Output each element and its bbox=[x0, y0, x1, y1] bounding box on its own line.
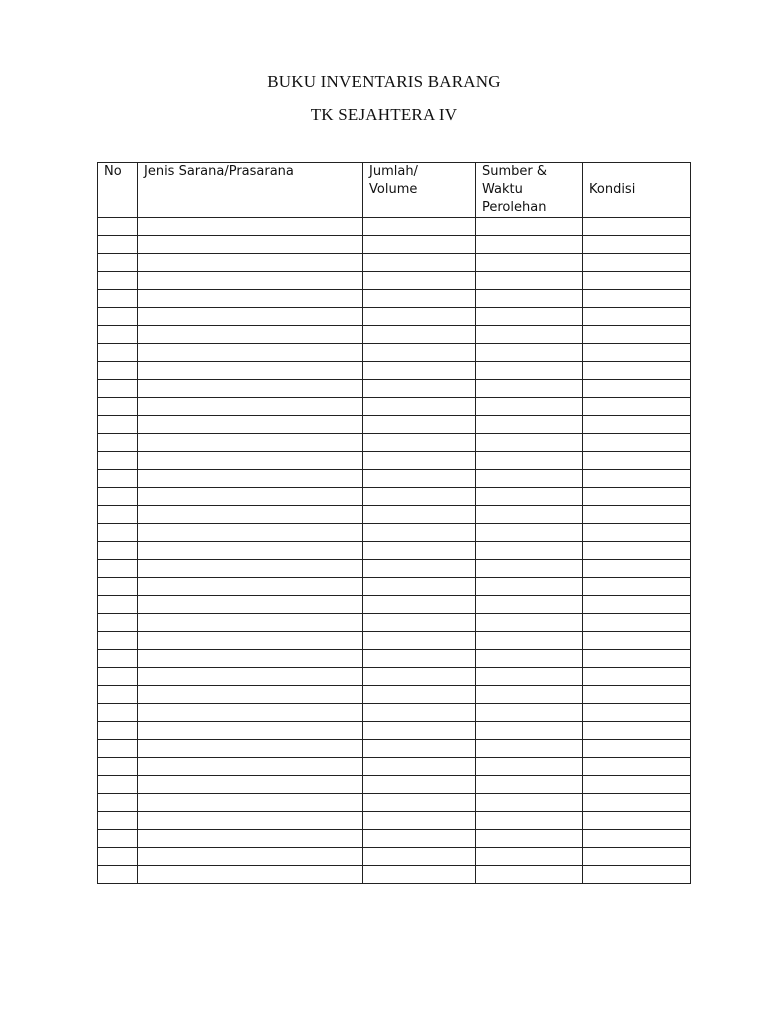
table-row bbox=[98, 758, 691, 776]
table-cell bbox=[98, 416, 138, 434]
table-cell bbox=[583, 524, 691, 542]
table-cell bbox=[583, 218, 691, 236]
table-cell bbox=[138, 632, 363, 650]
table-cell bbox=[476, 686, 583, 704]
table-cell bbox=[138, 434, 363, 452]
table-cell bbox=[476, 614, 583, 632]
table-cell bbox=[98, 686, 138, 704]
table-cell bbox=[98, 236, 138, 254]
table-cell bbox=[363, 830, 476, 848]
table-cell bbox=[98, 614, 138, 632]
table-cell bbox=[476, 560, 583, 578]
table-cell bbox=[583, 236, 691, 254]
table-cell bbox=[138, 776, 363, 794]
table-row bbox=[98, 362, 691, 380]
table-cell bbox=[98, 380, 138, 398]
table-cell bbox=[476, 434, 583, 452]
table-cell bbox=[138, 326, 363, 344]
table-cell bbox=[98, 740, 138, 758]
document-title: BUKU INVENTARIS BARANG bbox=[267, 72, 501, 91]
table-cell bbox=[138, 416, 363, 434]
table-cell bbox=[138, 866, 363, 884]
table-cell bbox=[583, 470, 691, 488]
table-row bbox=[98, 686, 691, 704]
table-cell bbox=[138, 272, 363, 290]
table-cell bbox=[138, 578, 363, 596]
table-cell bbox=[98, 560, 138, 578]
table-cell bbox=[138, 344, 363, 362]
table-cell bbox=[98, 758, 138, 776]
table-cell bbox=[363, 542, 476, 560]
table-cell bbox=[363, 524, 476, 542]
table-cell bbox=[476, 308, 583, 326]
header-kondisi bbox=[583, 163, 691, 218]
table-cell bbox=[98, 722, 138, 740]
table-row bbox=[98, 254, 691, 272]
table-cell bbox=[583, 722, 691, 740]
table-cell bbox=[476, 596, 583, 614]
table-row bbox=[98, 236, 691, 254]
table-cell bbox=[583, 632, 691, 650]
table-body bbox=[98, 218, 691, 884]
table-cell bbox=[363, 614, 476, 632]
table-cell bbox=[583, 344, 691, 362]
table-cell bbox=[363, 452, 476, 470]
table-cell bbox=[583, 596, 691, 614]
header-jenis bbox=[138, 163, 363, 218]
table-cell bbox=[363, 218, 476, 236]
table-cell bbox=[363, 290, 476, 308]
table-cell bbox=[363, 398, 476, 416]
table-cell bbox=[476, 380, 583, 398]
table-cell bbox=[138, 740, 363, 758]
table-row bbox=[98, 452, 691, 470]
table-cell bbox=[138, 542, 363, 560]
table-cell bbox=[476, 632, 583, 650]
table-cell bbox=[138, 218, 363, 236]
document-subtitle: TK SEJAHTERA IV bbox=[310, 105, 458, 124]
table-cell bbox=[98, 830, 138, 848]
table-cell bbox=[476, 758, 583, 776]
table-cell bbox=[583, 416, 691, 434]
header-sumber bbox=[476, 163, 583, 218]
table-cell bbox=[98, 794, 138, 812]
table-cell bbox=[363, 848, 476, 866]
table-cell bbox=[138, 362, 363, 380]
table-cell bbox=[583, 398, 691, 416]
table-cell bbox=[583, 362, 691, 380]
table-cell bbox=[138, 830, 363, 848]
table-cell bbox=[98, 218, 138, 236]
table-cell bbox=[583, 866, 691, 884]
table-cell bbox=[476, 794, 583, 812]
header-sumber-label: Sumber & Waktu Perolehan bbox=[482, 164, 548, 215]
table-cell bbox=[476, 254, 583, 272]
table-cell bbox=[476, 776, 583, 794]
table-row bbox=[98, 668, 691, 686]
table-cell bbox=[363, 578, 476, 596]
table-cell bbox=[476, 848, 583, 866]
table-row bbox=[98, 218, 691, 236]
table-row bbox=[98, 776, 691, 794]
table-cell bbox=[583, 452, 691, 470]
table-cell bbox=[138, 722, 363, 740]
table-cell bbox=[138, 452, 363, 470]
table-cell bbox=[98, 434, 138, 452]
table-cell bbox=[583, 650, 691, 668]
table-cell bbox=[98, 848, 138, 866]
table-cell bbox=[138, 398, 363, 416]
table-cell bbox=[583, 758, 691, 776]
table-row bbox=[98, 344, 691, 362]
table-cell bbox=[98, 398, 138, 416]
table-row bbox=[98, 308, 691, 326]
table-cell bbox=[476, 416, 583, 434]
table-cell bbox=[138, 380, 363, 398]
header-no bbox=[98, 163, 138, 218]
table-cell bbox=[476, 344, 583, 362]
table-cell bbox=[98, 866, 138, 884]
table-cell bbox=[363, 560, 476, 578]
table-cell bbox=[583, 794, 691, 812]
table-cell bbox=[138, 758, 363, 776]
table-cell bbox=[476, 290, 583, 308]
table-cell bbox=[98, 254, 138, 272]
table-cell bbox=[138, 308, 363, 326]
table-cell bbox=[476, 722, 583, 740]
table-cell bbox=[363, 380, 476, 398]
table-row bbox=[98, 560, 691, 578]
table-cell bbox=[476, 650, 583, 668]
table-cell bbox=[138, 704, 363, 722]
table-cell bbox=[583, 290, 691, 308]
header-kondisi-label: Kondisi bbox=[589, 182, 636, 197]
table-row bbox=[98, 290, 691, 308]
table-cell bbox=[476, 704, 583, 722]
header-jenis-label: Jenis Sarana/Prasarana bbox=[144, 164, 294, 179]
table-cell bbox=[583, 614, 691, 632]
table-cell bbox=[138, 524, 363, 542]
table-cell bbox=[583, 254, 691, 272]
table-cell bbox=[583, 686, 691, 704]
table-row bbox=[98, 524, 691, 542]
table-cell bbox=[98, 704, 138, 722]
table-cell bbox=[363, 488, 476, 506]
table-cell bbox=[98, 344, 138, 362]
header-jumlah bbox=[363, 163, 476, 218]
table-cell bbox=[363, 650, 476, 668]
table-cell bbox=[476, 488, 583, 506]
table-row bbox=[98, 434, 691, 452]
table-cell bbox=[138, 686, 363, 704]
table-cell bbox=[138, 614, 363, 632]
table-cell bbox=[583, 668, 691, 686]
table-cell bbox=[583, 542, 691, 560]
table-cell bbox=[98, 578, 138, 596]
table-cell bbox=[363, 344, 476, 362]
table-cell bbox=[476, 236, 583, 254]
table-cell bbox=[138, 794, 363, 812]
table-cell bbox=[476, 866, 583, 884]
table-cell bbox=[476, 398, 583, 416]
table-cell bbox=[583, 578, 691, 596]
table-cell bbox=[583, 272, 691, 290]
table-cell bbox=[363, 326, 476, 344]
table-cell bbox=[583, 506, 691, 524]
table-cell bbox=[476, 362, 583, 380]
table-row bbox=[98, 398, 691, 416]
table-cell bbox=[138, 650, 363, 668]
table-cell bbox=[363, 812, 476, 830]
table-row bbox=[98, 740, 691, 758]
table-cell bbox=[476, 740, 583, 758]
table-row bbox=[98, 830, 691, 848]
table-cell bbox=[98, 272, 138, 290]
table-cell bbox=[476, 578, 583, 596]
table-row bbox=[98, 326, 691, 344]
table-cell bbox=[476, 470, 583, 488]
table-cell bbox=[583, 308, 691, 326]
table-row bbox=[98, 542, 691, 560]
table-cell bbox=[476, 542, 583, 560]
table-cell bbox=[363, 308, 476, 326]
table-cell bbox=[476, 218, 583, 236]
table-row bbox=[98, 488, 691, 506]
table-cell bbox=[363, 506, 476, 524]
table-cell bbox=[98, 650, 138, 668]
table-cell bbox=[98, 470, 138, 488]
table-row bbox=[98, 866, 691, 884]
table-row bbox=[98, 416, 691, 434]
table-cell bbox=[98, 506, 138, 524]
table-cell bbox=[98, 524, 138, 542]
table-cell bbox=[363, 236, 476, 254]
table-cell bbox=[363, 866, 476, 884]
table-cell bbox=[98, 542, 138, 560]
table-cell bbox=[138, 812, 363, 830]
table-cell bbox=[138, 560, 363, 578]
table-cell bbox=[476, 326, 583, 344]
table-row bbox=[98, 380, 691, 398]
table-cell bbox=[583, 560, 691, 578]
table-cell bbox=[98, 812, 138, 830]
table-cell bbox=[98, 596, 138, 614]
table-cell bbox=[138, 254, 363, 272]
table-cell bbox=[583, 326, 691, 344]
table-cell bbox=[138, 848, 363, 866]
table-row bbox=[98, 722, 691, 740]
header-no-label: No bbox=[104, 164, 122, 179]
table-cell bbox=[363, 668, 476, 686]
table-row bbox=[98, 650, 691, 668]
table-cell bbox=[476, 812, 583, 830]
table-cell bbox=[583, 830, 691, 848]
table-cell bbox=[138, 488, 363, 506]
table-row bbox=[98, 470, 691, 488]
table-cell bbox=[363, 362, 476, 380]
table-cell bbox=[98, 488, 138, 506]
table-cell bbox=[476, 524, 583, 542]
table-cell bbox=[138, 470, 363, 488]
table-cell bbox=[98, 632, 138, 650]
table-cell bbox=[583, 740, 691, 758]
table-cell bbox=[98, 776, 138, 794]
table-cell bbox=[363, 722, 476, 740]
table-cell bbox=[583, 848, 691, 866]
table-cell bbox=[98, 452, 138, 470]
table-cell bbox=[138, 506, 363, 524]
table-cell bbox=[583, 704, 691, 722]
table-cell bbox=[138, 290, 363, 308]
table-row bbox=[98, 794, 691, 812]
table-row bbox=[98, 578, 691, 596]
table-row bbox=[98, 272, 691, 290]
table-cell bbox=[138, 236, 363, 254]
table-cell bbox=[363, 776, 476, 794]
table-row bbox=[98, 812, 691, 830]
table-cell bbox=[98, 362, 138, 380]
table-row bbox=[98, 596, 691, 614]
table-cell bbox=[363, 416, 476, 434]
table-cell bbox=[98, 308, 138, 326]
table-cell bbox=[363, 740, 476, 758]
table-cell bbox=[98, 326, 138, 344]
table-header-row bbox=[98, 163, 691, 218]
header-jumlah-label: Jumlah/ Volume bbox=[369, 164, 418, 197]
table-row bbox=[98, 506, 691, 524]
table-cell bbox=[363, 704, 476, 722]
table-cell bbox=[583, 776, 691, 794]
table-cell bbox=[363, 794, 476, 812]
table-cell bbox=[363, 686, 476, 704]
table-cell bbox=[583, 380, 691, 398]
inventory-table bbox=[97, 162, 691, 884]
table-cell bbox=[476, 272, 583, 290]
table-row bbox=[98, 848, 691, 866]
table-cell bbox=[138, 668, 363, 686]
table-row bbox=[98, 614, 691, 632]
table-cell bbox=[583, 488, 691, 506]
table-row bbox=[98, 632, 691, 650]
table-cell bbox=[98, 668, 138, 686]
table-row bbox=[98, 704, 691, 722]
table-cell bbox=[476, 830, 583, 848]
table-cell bbox=[363, 470, 476, 488]
table-cell bbox=[363, 758, 476, 776]
table-cell bbox=[476, 506, 583, 524]
table-cell bbox=[363, 434, 476, 452]
table-cell bbox=[476, 668, 583, 686]
table-cell bbox=[98, 290, 138, 308]
table-cell bbox=[363, 254, 476, 272]
table-cell bbox=[138, 596, 363, 614]
table-cell bbox=[363, 596, 476, 614]
table-cell bbox=[363, 632, 476, 650]
table-cell bbox=[583, 434, 691, 452]
table-cell bbox=[583, 812, 691, 830]
table-cell bbox=[363, 272, 476, 290]
table-cell bbox=[476, 452, 583, 470]
